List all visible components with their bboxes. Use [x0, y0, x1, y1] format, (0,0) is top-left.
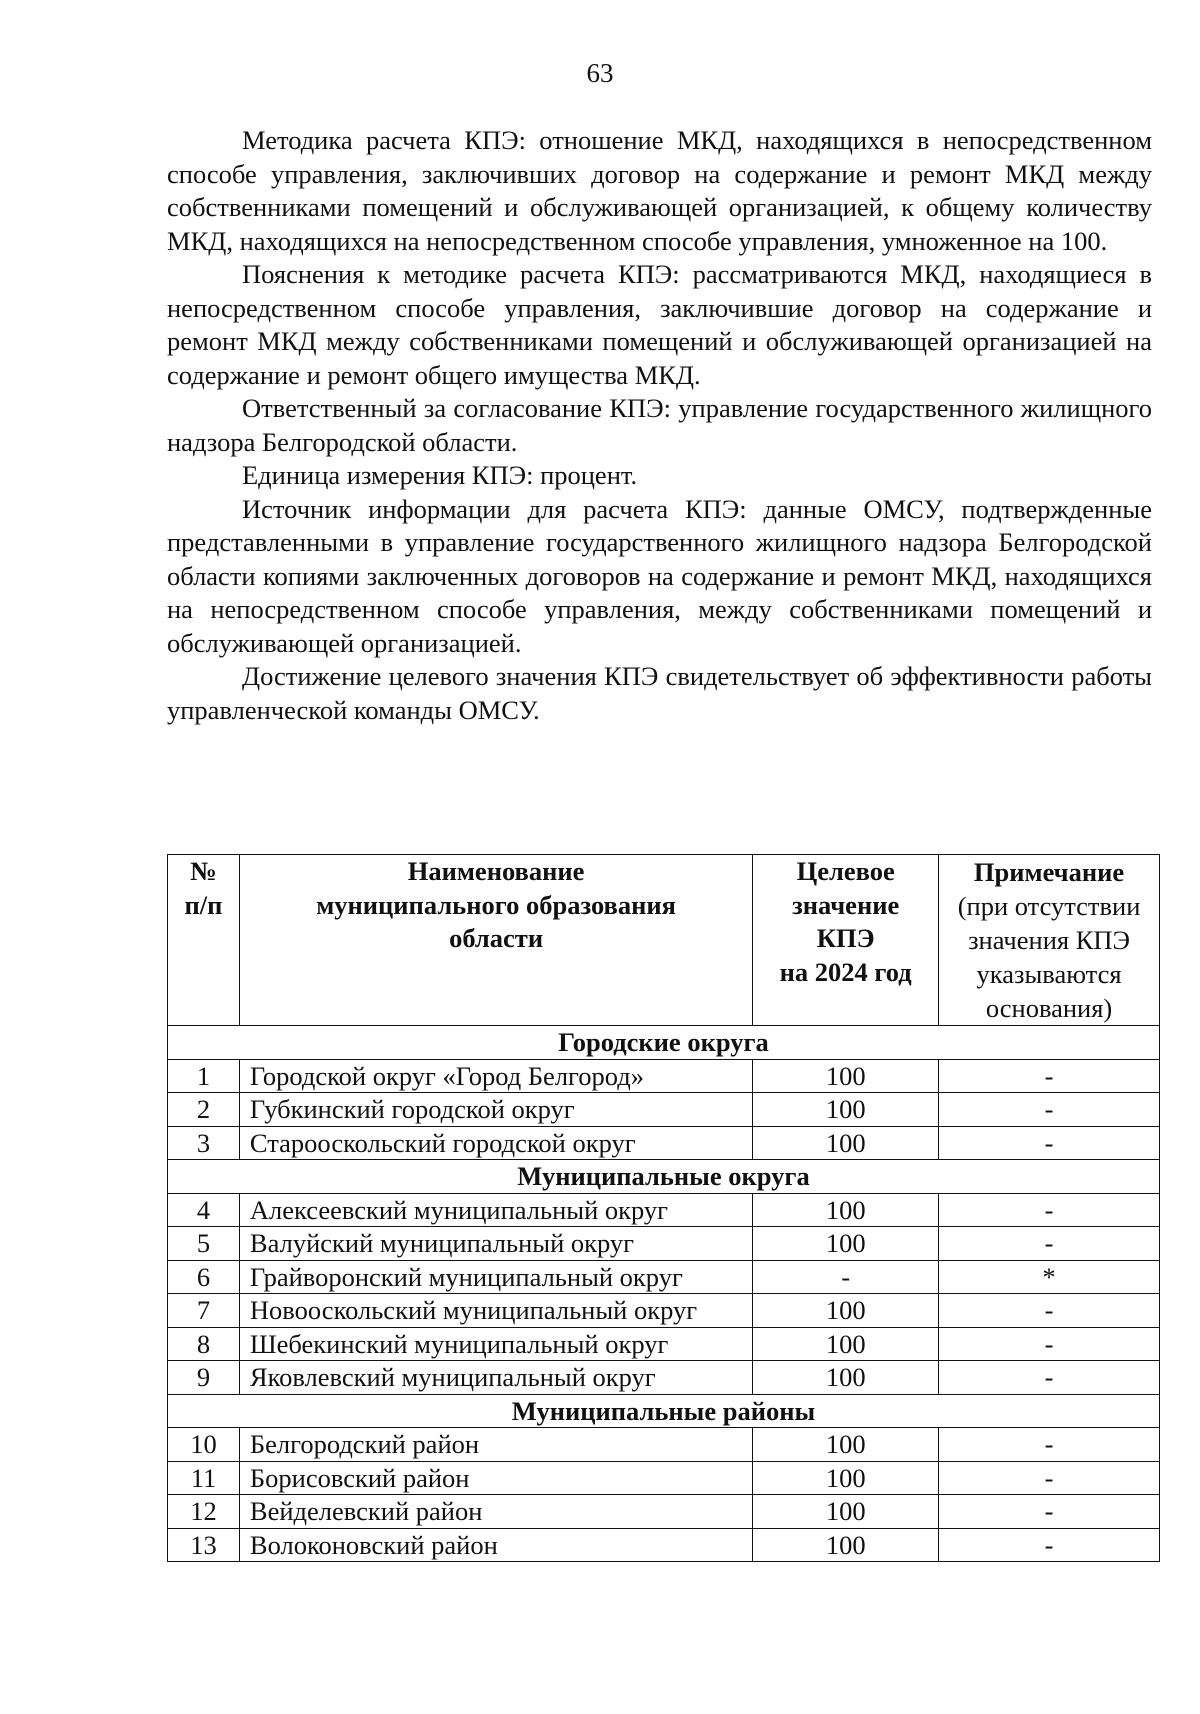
row-note: -: [939, 1126, 1160, 1160]
row-note: *: [939, 1260, 1160, 1294]
header-number-line: п/п: [184, 889, 223, 920]
row-note: -: [939, 1059, 1160, 1093]
row-value: 100: [753, 1361, 939, 1395]
row-note: -: [939, 1294, 1160, 1328]
paragraph-methodology: Методика расчета КПЭ: отношение МКД, находящихся в непосредственном способе управления, заключивших договор на содержание и ремонт МКД между собственниками помещений и обслуживающей организацией, к общему количеству МКД, находящихся на непосредственном способе управления, умноженное на 100.: [167, 125, 1152, 256]
row-number: 8: [168, 1327, 240, 1361]
row-number: 13: [168, 1528, 240, 1562]
header-name-line: области: [449, 923, 544, 953]
row-note: -: [939, 1193, 1160, 1227]
row-name: Губкинский городской округ: [239, 1093, 752, 1127]
table-row: [168, 1461, 1160, 1495]
row-value: 100: [753, 1528, 939, 1562]
table-row: [168, 1260, 1160, 1294]
row-value: 100: [753, 1327, 939, 1361]
table-row: [168, 1227, 1160, 1261]
table-header-row: [168, 855, 1160, 1026]
row-number: 11: [168, 1461, 240, 1495]
header-target-line: значение: [792, 889, 900, 920]
row-name: Вейделевский район: [239, 1495, 752, 1529]
row-name: Яковлевский муниципальный округ: [239, 1361, 752, 1395]
row-note: -: [939, 1327, 1160, 1361]
kpi-table: [167, 854, 1160, 1562]
header-number-line: №: [190, 856, 217, 886]
header-target-line: Целевое: [796, 856, 895, 886]
group-title: Муниципальные округа: [168, 1160, 1160, 1194]
row-value: -: [753, 1260, 939, 1294]
row-name: Новооскольский муниципальный округ: [239, 1294, 752, 1328]
row-note: -: [939, 1495, 1160, 1529]
row-value: 100: [753, 1059, 939, 1093]
row-number: 6: [168, 1260, 240, 1294]
header-name-line: муниципального образования: [316, 889, 676, 920]
row-name: Грайворонский муниципальный округ: [239, 1260, 752, 1294]
table-row: [168, 1361, 1160, 1395]
row-value: 100: [753, 1294, 939, 1328]
paragraph-achievement: Достижение целевого значения КПЭ свидетельствует об эффективности работы управленческой команды ОМСУ.: [167, 661, 1152, 725]
table-row: [168, 1059, 1160, 1093]
row-name: Шебекинский муниципальный округ: [239, 1327, 752, 1361]
header-target-line: КПЭ: [816, 923, 875, 953]
row-name: Городской округ «Город Белгород»: [239, 1059, 752, 1093]
group-title: Муниципальные районы: [168, 1394, 1160, 1428]
row-name: Волоконовский район: [239, 1528, 752, 1562]
header-number: [168, 855, 240, 1026]
row-number: 7: [168, 1294, 240, 1328]
paragraph-source: Источник информации для расчета КПЭ: данные ОМСУ, подтвержденные представленными в управление государственного жилищного надзора Белгородской области копиями заключенных договоров на содержание и ремонт МКД, находящихся на непосредственном способе управления, между собственниками помещений и обслуживающей организацией.: [167, 493, 1152, 658]
header-note-line: значения КПЭ: [968, 925, 1131, 955]
table-row: [168, 1528, 1160, 1562]
header-note-title: Примечание: [973, 857, 1125, 887]
header-target-value: [753, 855, 939, 1026]
header-note: [939, 855, 1160, 1026]
row-note: -: [939, 1461, 1160, 1495]
table-row: [168, 1495, 1160, 1529]
row-number: 5: [168, 1227, 240, 1261]
row-value: 100: [753, 1495, 939, 1529]
table-row: [168, 1294, 1160, 1328]
row-number: 4: [168, 1193, 240, 1227]
group-row-municipal-regions: [168, 1394, 1160, 1428]
row-name: Валуйский муниципальный округ: [239, 1227, 752, 1261]
header-target-line: на 2024 год: [779, 956, 912, 987]
row-number: 12: [168, 1495, 240, 1529]
group-row-city-districts: [168, 1026, 1160, 1060]
row-note: -: [939, 1528, 1160, 1562]
row-note: -: [939, 1361, 1160, 1395]
body-text: [167, 124, 1152, 727]
row-value: 100: [753, 1193, 939, 1227]
paragraph-unit: Единица измерения КПЭ: процент.: [242, 460, 638, 490]
paragraph-responsible: Ответственный за согласование КПЭ: управление государственного жилищного надзора Белгородской области.: [167, 393, 1152, 457]
row-number: 9: [168, 1361, 240, 1395]
row-note: -: [939, 1227, 1160, 1261]
row-number: 3: [168, 1126, 240, 1160]
row-value: 100: [753, 1428, 939, 1462]
row-value: 100: [753, 1461, 939, 1495]
header-name-line: Наименование: [407, 856, 585, 886]
group-row-municipal-districts: [168, 1160, 1160, 1194]
row-name: Алексеевский муниципальный округ: [239, 1193, 752, 1227]
row-number: 10: [168, 1428, 240, 1462]
header-name: [239, 855, 752, 1026]
row-value: 100: [753, 1227, 939, 1261]
table-row: [168, 1327, 1160, 1361]
header-note-line: основания): [985, 993, 1113, 1023]
row-number: 1: [168, 1059, 240, 1093]
row-value: 100: [753, 1093, 939, 1127]
header-note-line: (при отсутствии: [957, 891, 1141, 921]
row-number: 2: [168, 1093, 240, 1127]
row-name: Борисовский район: [239, 1461, 752, 1495]
table-row: [168, 1193, 1160, 1227]
row-name: Белгородский район: [239, 1428, 752, 1462]
row-note: -: [939, 1428, 1160, 1462]
row-value: 100: [753, 1126, 939, 1160]
row-name: Старооскольский городской округ: [239, 1126, 752, 1160]
table-row: [168, 1093, 1160, 1127]
row-note: -: [939, 1093, 1160, 1127]
paragraph-explanations: Пояснения к методике расчета КПЭ: рассматриваются МКД, находящиеся в непосредственном способе управления, заключившие договор на содержание и ремонт МКД между собственниками помещений и обслуживающей организацией на содержание и ремонт общего имущества МКД.: [167, 259, 1152, 390]
page-number: 63: [586, 58, 614, 88]
table-row: [168, 1428, 1160, 1462]
table-row: [168, 1126, 1160, 1160]
header-note-line: указываются: [976, 959, 1122, 989]
group-title: Городские округа: [168, 1026, 1160, 1060]
